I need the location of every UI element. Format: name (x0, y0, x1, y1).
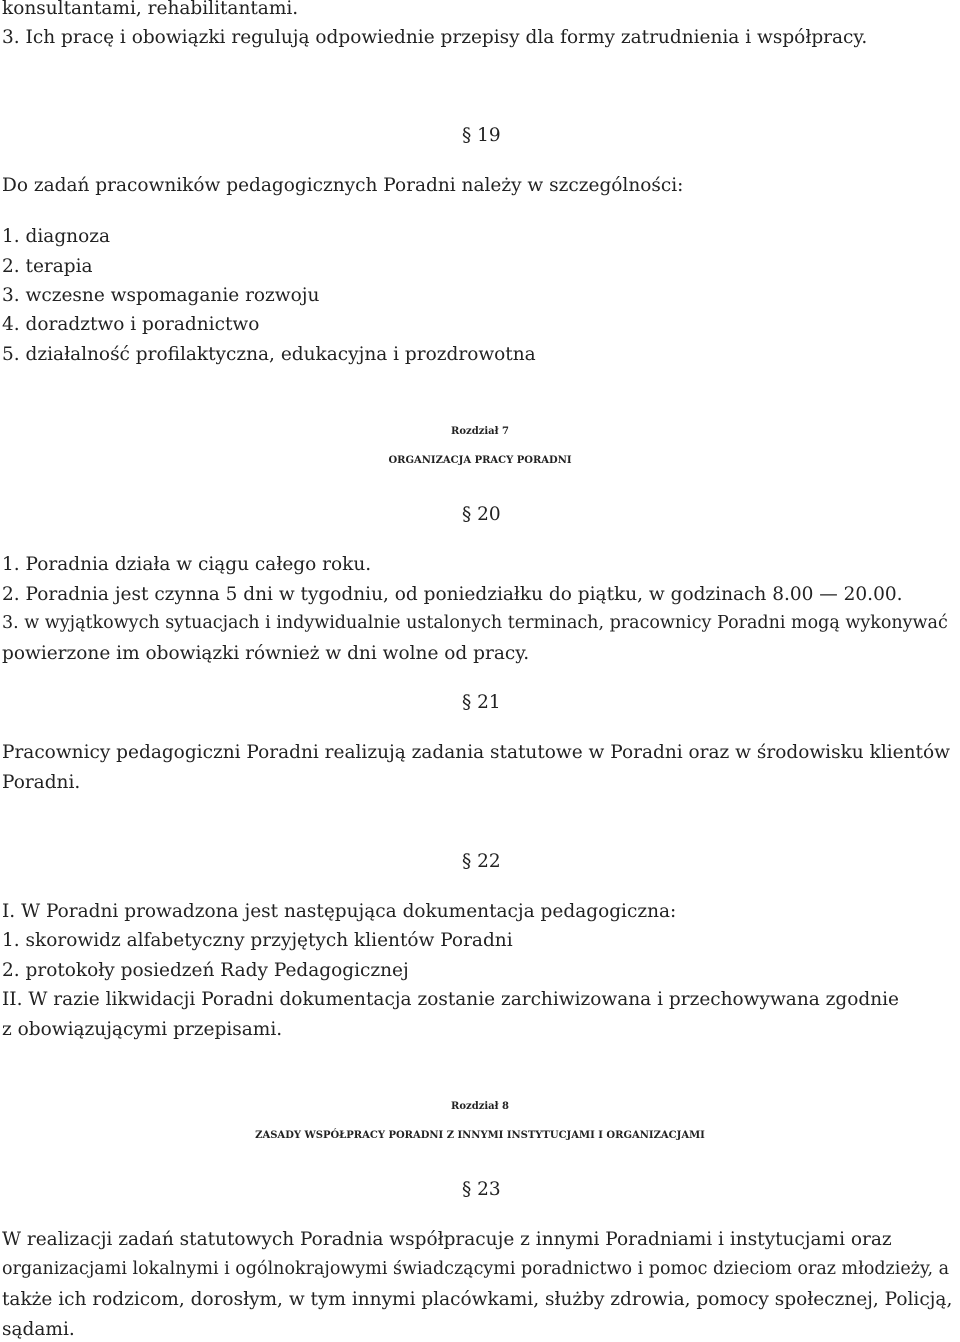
text-line: 2. Poradnia jest czynna 5 dni w tygodniu, od poniedziałku do piątku, w godzinach 8.00 — 20.00. (2, 584, 903, 605)
list-item: 5. działalność profilaktyczna, edukacyjna i prozdrowotna (2, 344, 536, 365)
text-line: z obowiązującymi przepisami. (2, 1019, 283, 1040)
text-line: także ich rodzicom, dorosłym, w tym innymi placówkami, służby zdrowia, pomocy społecznej, Policją, (2, 1289, 953, 1310)
text-line: II. W razie likwidacji Poradni dokumentacja zostanie zarchiwizowana i przechowywana zgodnie (2, 989, 900, 1010)
section-mark-21: § 21 (462, 692, 501, 713)
chapter-title: ORGANIZACJA PRACY PORADNI (388, 455, 572, 466)
text-line: I. W Poradni prowadzona jest następująca dokumentacja pedagogiczna: (2, 901, 677, 922)
text-line: konsultantami, rehabilitantami. (2, 0, 299, 19)
text-line: 3. w wyjątkowych sytuacjach i indywidualnie ustalonych terminach, pracownicy Poradni mogą wykonywać (2, 613, 948, 633)
text-line: powierzone im obowiązki również w dni wolne od pracy. (2, 643, 530, 664)
text-line: sądami. (2, 1319, 75, 1340)
chapter-label: Rozdział 7 (451, 426, 509, 437)
section-mark-22: § 22 (462, 851, 501, 872)
text-line: organizacjami lokalnymi i ogólnokrajowymi świadczącymi poradnictwo i pomoc dzieciom oraz młodzieży, a (2, 1259, 950, 1279)
section-mark-23: § 23 (462, 1179, 501, 1200)
text-line: Pracownicy pedagogiczni Poradni realizują zadania statutowe w Poradni oraz w środowisku klientów (2, 742, 950, 763)
text-line: W realizacji zadań statutowych Poradnia współpracuje z innymi Poradniami i instytucjami oraz (2, 1229, 892, 1250)
list-item: 3. wczesne wspomaganie rozwoju (2, 285, 320, 306)
list-item: 1. diagnoza (2, 226, 110, 247)
section-intro: Do zadań pracowników pedagogicznych Poradni należy w szczególności: (2, 175, 684, 196)
chapter-title: ZASADY WSPÓŁPRACY PORADNI Z INNYMI INSTYTUCJAMI I ORGANIZACJAMI (255, 1130, 705, 1141)
text-line: Poradni. (2, 772, 81, 793)
text-line: 2. protokoły posiedzeń Rady Pedagogicznej (2, 960, 409, 981)
list-item: 4. doradztwo i poradnictwo (2, 314, 260, 335)
text-line: 1. Poradnia działa w ciągu całego roku. (2, 554, 372, 575)
section-mark-20: § 20 (462, 504, 501, 525)
section-mark-19: § 19 (462, 125, 501, 146)
text-line: 1. skorowidz alfabetyczny przyjętych klientów Poradni (2, 930, 513, 951)
chapter-label: Rozdział 8 (451, 1101, 509, 1112)
text-line: 3. Ich pracę i obowiązki regulują odpowiednie przepisy dla formy zatrudnienia i współpracy. (2, 27, 868, 48)
list-item: 2. terapia (2, 256, 93, 277)
